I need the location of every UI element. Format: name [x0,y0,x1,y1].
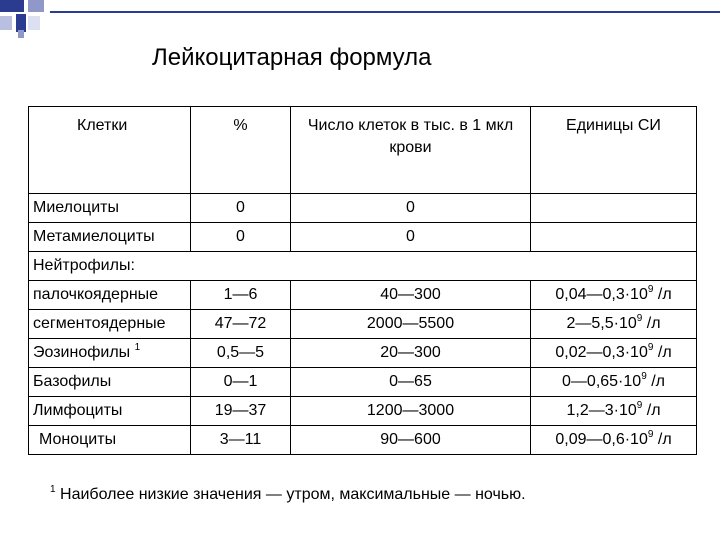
table-row [29,339,697,368]
deco-square [0,16,12,30]
cell-si [531,339,697,368]
table-row [29,194,697,223]
table-row [29,368,697,397]
cell-name [29,339,191,368]
table-row [29,281,697,310]
si-base: 0—0,65·10 [562,373,642,390]
cell-percent: 0—1 [191,368,291,397]
deco-square [16,14,26,32]
cell-count: 20—300 [291,339,531,368]
si-unit: /л [653,344,672,361]
cell-percent: 47—72 [191,310,291,339]
cell-count: 40—300 [291,281,531,310]
cell-name: Миелоциты [29,194,191,223]
footnote [50,486,526,504]
si-unit: /л [642,315,661,332]
si-base: 0,04—0,3·10 [555,286,648,303]
si-exponent: 9 [636,313,643,324]
si-exponent: 9 [647,429,654,440]
cell-count: 1200—3000 [291,397,531,426]
deco-square [0,0,24,12]
si-exponent: 9 [647,284,654,295]
cell-percent: 1—6 [191,281,291,310]
si-unit: /л [653,286,672,303]
cell-si [531,368,697,397]
footnote-mark: 1 [50,484,56,495]
cell-si [531,310,697,339]
cell-si [531,223,697,252]
si-unit: /л [646,373,665,390]
cell-name: Метамиелоциты [29,223,191,252]
header-percent: % [191,107,291,194]
cell-count: 90—600 [291,426,531,455]
cell-name: Базофилы [29,368,191,397]
cell-name: сегментоядерные [29,310,191,339]
si-exponent: 9 [647,342,654,353]
cell-percent: 3—11 [191,426,291,455]
cell-count: 0 [291,194,531,223]
page-title: Лейкоцитарная формула [152,44,432,71]
table-header-row [29,107,697,194]
table-row [29,223,697,252]
si-unit: /л [642,402,661,419]
cell-count: 2000—5500 [291,310,531,339]
cell-name: Лимфоциты [29,397,191,426]
cell-percent: 0,5—5 [191,339,291,368]
cell-name-text: Эозинофилы [33,344,131,361]
table-row [29,252,697,281]
cell-name: палочкоядерные [29,281,191,310]
table-row [29,397,697,426]
header-count: Число клеток в тыс. в 1 мкл крови [291,107,531,194]
cell-percent: 0 [191,223,291,252]
footnote-marker: 1 [134,342,141,353]
header-cells: Клетки [29,107,191,194]
si-unit: /л [653,431,672,448]
header-si-units: Единицы СИ [531,107,697,194]
si-base: 0,09—0,6·10 [555,431,648,448]
deco-square [28,16,40,30]
cell-si [531,426,697,455]
deco-square [28,0,44,12]
leukocyte-table [28,106,697,455]
cell-count: 0—65 [291,368,531,397]
cell-si [531,281,697,310]
group-label: Нейтрофилы: [29,252,697,281]
si-exponent: 9 [636,400,643,411]
slide-decoration [0,0,720,40]
deco-square [18,30,24,38]
cell-percent: 0 [191,194,291,223]
si-base: 1,2—3·10 [566,402,637,419]
cell-si [531,397,697,426]
cell-si [531,194,697,223]
table-row [29,310,697,339]
cell-percent: 19—37 [191,397,291,426]
cell-name: Моноциты [29,426,191,455]
footnote-text: Наиболее низкие значения — утром, максимальные — ночью. [55,486,526,503]
si-exponent: 9 [641,371,647,382]
si-base: 0,02—0,3·10 [555,344,648,361]
cell-count: 0 [291,223,531,252]
si-base: 2—5,5·10 [566,315,637,332]
table-row [29,426,697,455]
